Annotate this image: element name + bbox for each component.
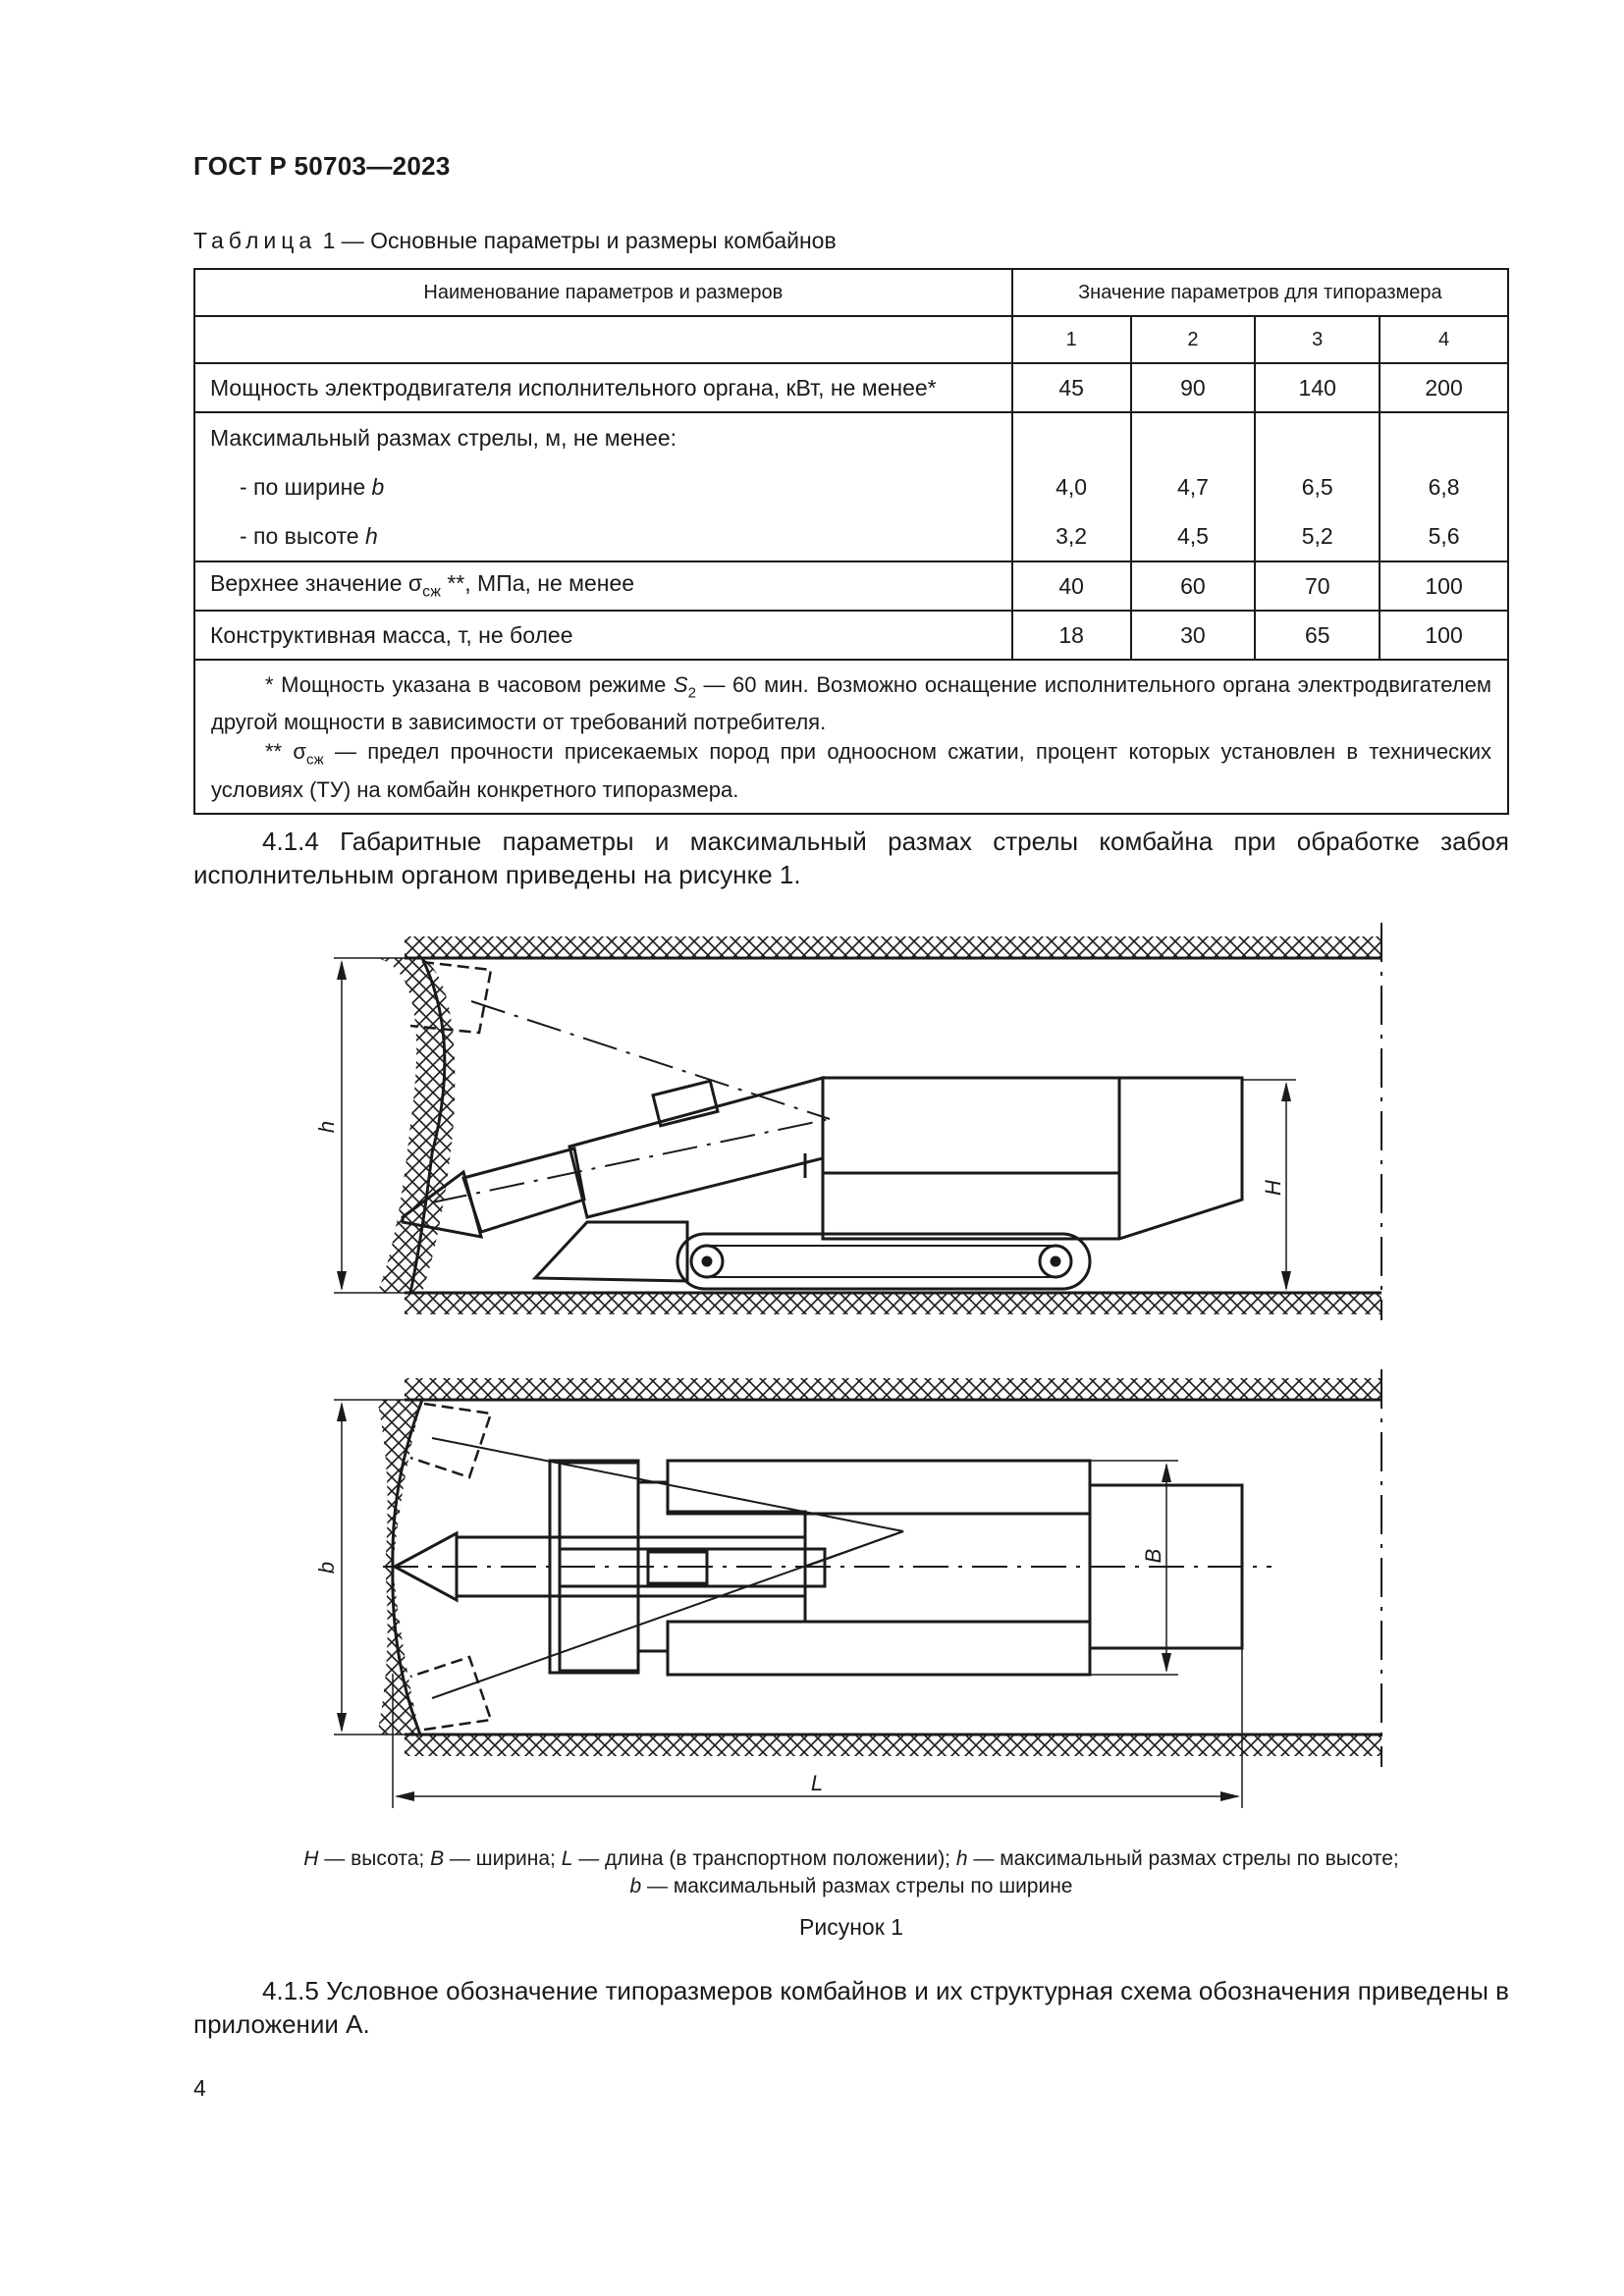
power-value-2: 90 — [1131, 363, 1256, 412]
track-frame — [677, 1234, 1090, 1289]
note-sigma: ** $\sigma_{сж}$ — предел прочности присекаемых пород при одноосном сжатии, процент которых установлен в технических условиях (ТУ) на комбайн конкретного типоразмера. — [211, 739, 1491, 802]
mass-value-4: 100 — [1380, 611, 1508, 660]
label-L: L — [810, 1771, 824, 1795]
machine-body — [823, 1078, 1242, 1239]
plan-track-lower — [668, 1622, 1090, 1675]
floor-hatch — [405, 1293, 1381, 1314]
track-axle-front — [703, 1257, 711, 1265]
mass-value-2: 30 — [1131, 611, 1256, 660]
sweep-height-label: - по высоте h — [240, 523, 378, 549]
sweep-line-lower — [432, 1119, 830, 1202]
plan-view — [334, 1369, 1381, 1808]
figure-caption — [193, 1845, 1509, 1900]
header-parameter-name: Наименование параметров и размеров — [194, 269, 1012, 316]
plan-body-lower — [560, 1596, 805, 1671]
sigma-value-3: 70 — [1255, 561, 1380, 611]
sigma-label: Верхнее значение $\sigma_{сж}$ **, МПа, не менее — [194, 561, 1012, 611]
figure-caption-line-2: b — максимальный размах стрелы по ширине — [629, 1875, 1073, 1897]
paragraph-4-1-4: 4.1.4 Габаритные параметры и максимальный размах стрелы комбайна при обработке забоя исполнительным органом приведены на рисунке 1. — [193, 827, 1509, 889]
plan-cutter-upper — [410, 1404, 491, 1477]
table-caption-title: 1 — Основные параметры и размеры комбайнов — [322, 228, 837, 253]
face-hatch — [377, 958, 455, 1293]
mass-label: Конструктивная масса, т, не более — [194, 611, 1012, 660]
sweep-values-3: 6,5 5,2 — [1255, 412, 1380, 561]
sigma-value-2: 60 — [1131, 561, 1256, 611]
power-value-4: 200 — [1380, 363, 1508, 412]
label-B: B — [1141, 1548, 1165, 1564]
size-2: 2 — [1131, 316, 1256, 363]
plan-top-hatch — [405, 1378, 1381, 1400]
boom-tip — [463, 1148, 584, 1232]
mass-value-1: 18 — [1012, 611, 1131, 660]
boom-motor — [653, 1081, 718, 1126]
label-H: H — [1261, 1180, 1285, 1196]
power-label: Мощность электродвигателя исполнительного органа, кВт, не менее* — [194, 363, 1012, 412]
page-number: 4 — [193, 2075, 206, 2101]
figure-caption-line-1: H — высота; B — ширина; L — длина (в транспортном положении); h — максимальный размах стрелы по высоте; — [303, 1847, 1399, 1870]
sweep-width-label: - по ширине b — [240, 474, 385, 500]
label-h: h — [314, 1120, 339, 1134]
sweep-line-upper — [471, 1001, 830, 1119]
plan-body-upper — [560, 1463, 805, 1537]
header-parameter-values: Значение параметров для типоразмера — [1012, 269, 1508, 316]
plan-bottom-hatch — [405, 1735, 1381, 1756]
track-axle-rear — [1052, 1257, 1059, 1265]
sweep-values-2: 4,7 4,5 — [1131, 412, 1256, 561]
sigma-value-1: 40 — [1012, 561, 1131, 611]
sweep-values-4: 6,8 5,6 — [1380, 412, 1508, 561]
document-header: ГОСТ Р 50703—2023 — [193, 151, 451, 181]
table-caption-word: Таблица — [193, 228, 317, 253]
side-view — [334, 923, 1381, 1320]
paragraph-4-1-5: 4.1.5 Условное обозначение типоразмеров комбайнов и их структурная схема обозначения приведены в приложении А. — [193, 1976, 1509, 2039]
note-power: * Мощность указана в часовом режиме $S_2$ — 60 мин. Возможно оснащение исполнительного органа электродвигателем другой мощности в зависимости от требований потребителя. — [211, 672, 1491, 735]
power-value-1: 45 — [1012, 363, 1131, 412]
size-4: 4 — [1380, 316, 1508, 363]
sweep-label: Максимальный размах стрелы, м, не менее: — [210, 425, 677, 451]
size-1: 1 — [1012, 316, 1131, 363]
label-b: b — [314, 1561, 339, 1575]
mass-value-3: 65 — [1255, 611, 1380, 660]
plan-track-upper — [668, 1461, 1090, 1514]
sweep-values-1: 4,0 3,2 — [1012, 412, 1131, 561]
figure-title: Рисунок 1 — [799, 1914, 903, 1940]
sigma-value-4: 100 — [1380, 561, 1508, 611]
roof-hatch — [405, 936, 1381, 958]
plan-sweep-line-1 — [432, 1438, 903, 1531]
plan-cutter-lower — [410, 1657, 491, 1730]
loading-apron — [535, 1222, 687, 1281]
power-value-3: 140 — [1255, 363, 1380, 412]
size-3: 3 — [1255, 316, 1380, 363]
